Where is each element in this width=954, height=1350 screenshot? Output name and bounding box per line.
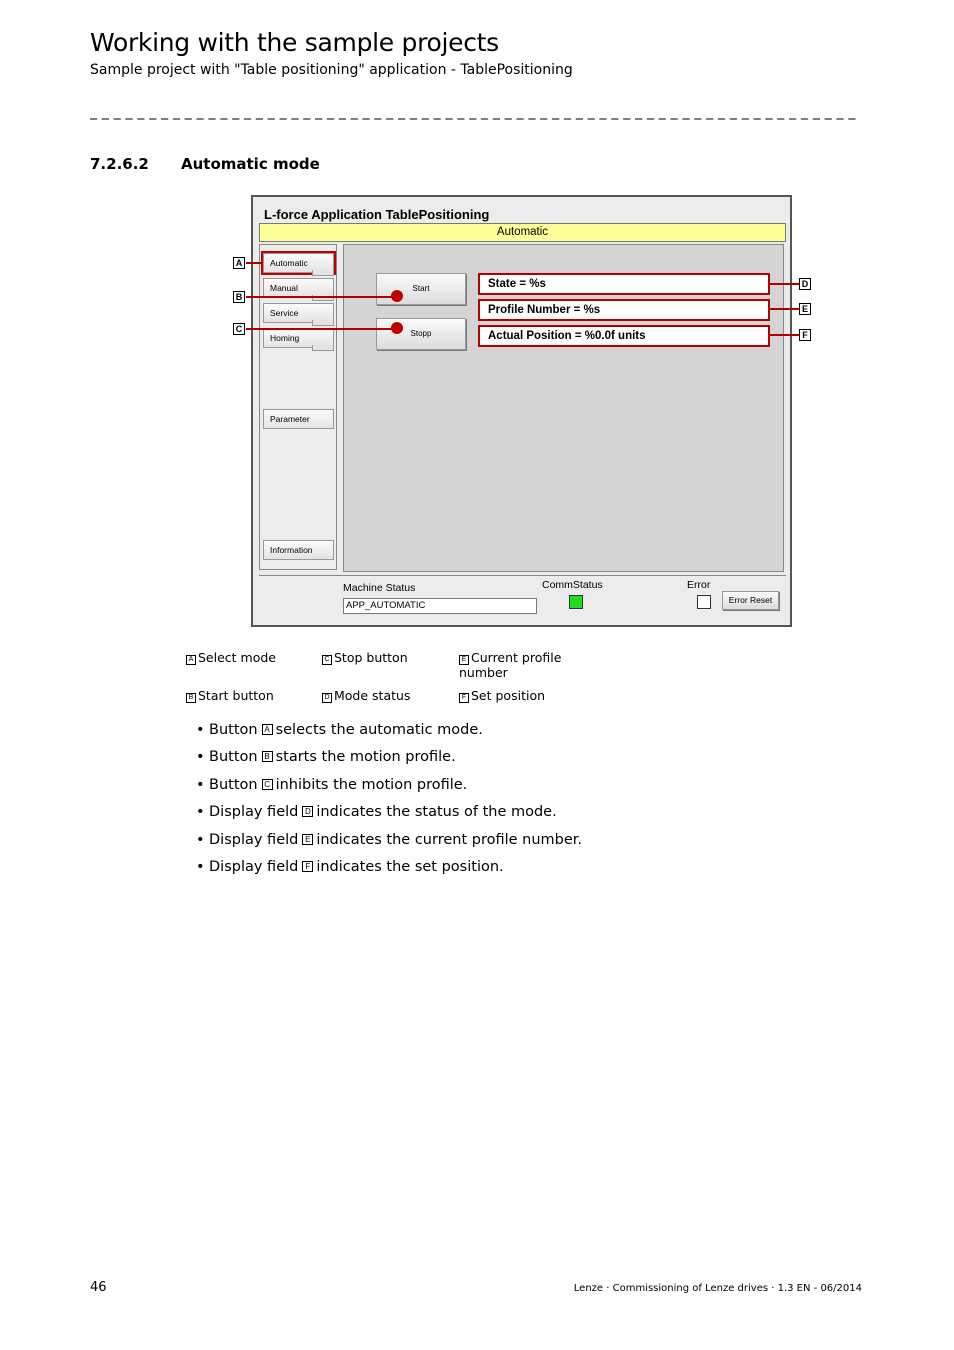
- status-bar: [259, 575, 786, 621]
- callout-a: A: [233, 257, 245, 269]
- callout-c: C: [233, 323, 245, 335]
- mode-banner: Automatic: [259, 223, 786, 242]
- error-reset-button[interactable]: Error Reset: [722, 591, 779, 610]
- list-item: • Button B starts the motion profile.: [196, 747, 582, 774]
- callout-e: E: [799, 303, 811, 315]
- start-button[interactable]: Start: [376, 273, 466, 305]
- mode-sidebar: [259, 244, 337, 570]
- legend-e: E Current profile number: [459, 650, 562, 680]
- stop-button[interactable]: Stopp: [376, 318, 466, 350]
- page-title: Working with the sample projects: [90, 28, 499, 57]
- section-number: 7.2.6.2: [90, 155, 149, 173]
- list-item: • Display field E indicates the current profile number.: [196, 830, 582, 857]
- list-item: • Button C inhibits the motion profile.: [196, 775, 582, 802]
- service-button[interactable]: Service: [263, 303, 334, 323]
- header-rule: _ _ _ _ _ _ _ _ _ _ _ _ _ _ _ _ _ _ _ _ _ _ _ _ _ _ _ _ _ _ _ _ _ _ _ _ _ _ _ _ _ _ _ _ _ _ _ _ _ _ _ _ _ _ _ _ _ _ _ _ _ _ _ _ _: [90, 104, 856, 120]
- callout-c-dot: [391, 322, 403, 334]
- list-item: • Display field F indicates the set position.: [196, 857, 582, 884]
- error-label: Error: [687, 579, 711, 591]
- list-item: • Button A selects the automatic mode.: [196, 720, 582, 747]
- manual-button[interactable]: Manual: [263, 278, 334, 298]
- page-number: 46: [90, 1280, 107, 1295]
- bullet-list: [196, 720, 582, 884]
- machine-status-value: APP_AUTOMATIC: [343, 598, 537, 614]
- comm-status-indicator: [569, 595, 583, 609]
- page-footer: Lenze · Commissioning of Lenze drives · 1.3 EN - 06/2014: [573, 1283, 862, 1294]
- callout-d-line: [768, 283, 799, 285]
- legend-c: C Stop button: [322, 650, 408, 665]
- callout-f-line: [768, 334, 799, 336]
- error-indicator: [697, 595, 711, 609]
- callout-c-line: [246, 328, 396, 330]
- callout-b-dot: [391, 290, 403, 302]
- machine-status-label: Machine Status: [343, 582, 416, 594]
- callout-b: B: [233, 291, 245, 303]
- section-title: Automatic mode: [181, 155, 320, 173]
- page-subtitle: Sample project with "Table positioning" application - TablePositioning: [90, 62, 573, 78]
- callout-a-line: [246, 262, 262, 264]
- callout-e-line: [768, 308, 799, 310]
- legend-d: D Mode status: [322, 688, 410, 703]
- information-button[interactable]: Information: [263, 540, 334, 560]
- legend-a: A Select mode: [186, 650, 276, 665]
- state-field: State = %s: [478, 273, 770, 295]
- automatic-button[interactable]: Automatic: [263, 253, 334, 273]
- legend-f: F Set position: [459, 688, 545, 703]
- callout-f: F: [799, 329, 811, 341]
- callout-d: D: [799, 278, 811, 290]
- app-title: L-force Application TablePositioning: [264, 207, 490, 222]
- list-item: • Display field D indicates the status of the mode.: [196, 802, 582, 829]
- app-window-screenshot: [251, 195, 792, 627]
- callout-b-line: [246, 296, 396, 298]
- legend-b: B Start button: [186, 688, 274, 703]
- homing-button[interactable]: Homing: [263, 328, 334, 348]
- profile-number-field: Profile Number = %s: [478, 299, 770, 321]
- comm-status-label: CommStatus: [542, 579, 603, 591]
- actual-position-field: Actual Position = %0.0f units: [478, 325, 770, 347]
- parameter-button[interactable]: Parameter: [263, 409, 334, 429]
